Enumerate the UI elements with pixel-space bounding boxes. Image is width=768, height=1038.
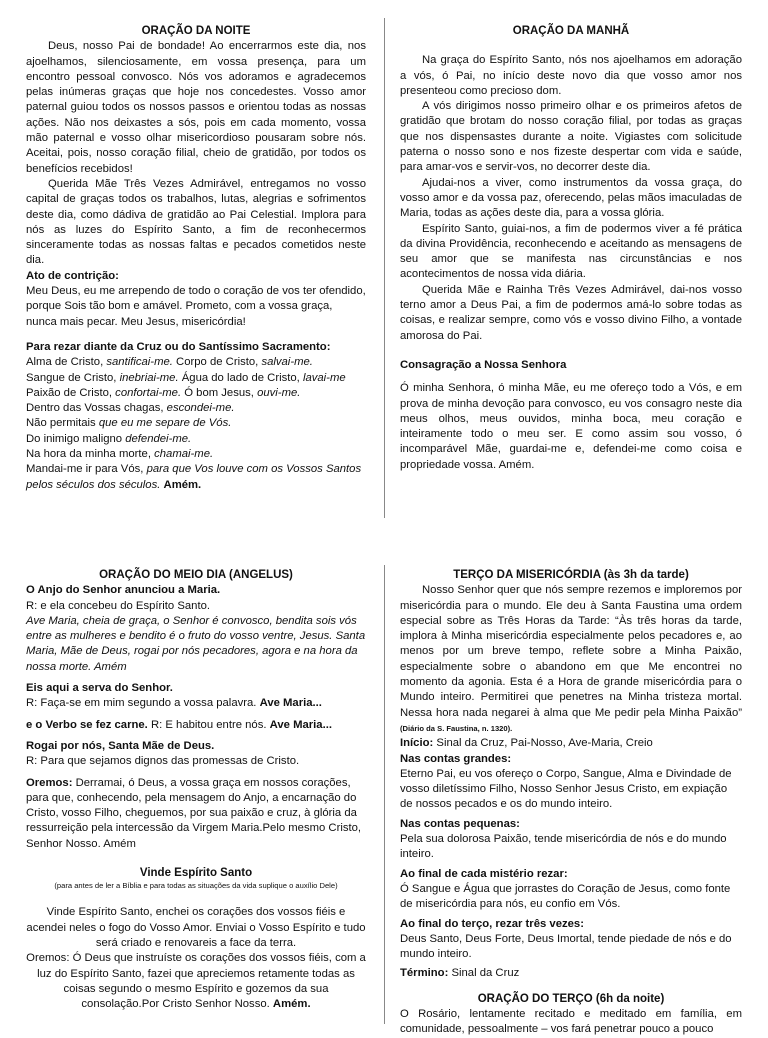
- prayer-line: Não permitais que eu me separe de Vós.: [26, 417, 232, 430]
- section-title: ORAÇÃO DO TERÇO (6h da noite): [477, 992, 665, 1005]
- section-title: ORAÇÃO DA NOITE: [141, 25, 251, 37]
- subheading: Ao final de cada mistério rezar:: [400, 867, 568, 880]
- response: R: e ela concebeu do Espírito Santo.: [26, 599, 211, 612]
- paragraph: Deus Santo, Deus Forte, Deus Imortal, tende piedade de nós e do mundo inteiro.: [400, 932, 732, 961]
- response: R: Para que sejamos dignos das promessas de Cristo.: [26, 755, 300, 768]
- column-divider-top: [384, 18, 385, 518]
- section-angelus: [26, 568, 366, 1012]
- vinde-title: Vinde Espírito Santo: [139, 867, 253, 880]
- paragraph: Nosso Senhor quer que nós sempre rezemos e imploremos por misericórdia para o mundo. Ele deu à Santa Faustina uma ordem especial sobre as Três Horas da Tarde: “Às três horas da tarde, implora à Minha misericórdia especialmente pelos pecadores e, ao menos por um breve tempo, reflete sobre a Minha Paixão, especialmente sobre o abandono em que Me encontrei no momento da agonia. Esta é a Hora de grande misericórdia para o Mundo inteiro. Permitirei que penetres na Minha tristeza mortal. Nessa hora nada negarei à alma que Me pedir pela Minha Paixão” (Diário da S. Faustina, n. 1320).: [400, 584, 742, 733]
- paragraph: Pela sua dolorosa Paixão, tende misericórdia de nós e do mundo inteiro.: [400, 833, 727, 861]
- versicle-response: e o Verbo se fez carne. R: E habitou entre nós. Ave Maria...: [26, 718, 333, 731]
- paragraph: Ó Sangue e Água que jorrastes do Coração de Jesus, como fonte de misericórdia para nós, eu confio em Vós.: [400, 882, 731, 911]
- section-oracao-manha: [400, 24, 742, 473]
- subheading: Para rezar diante da Cruz ou do Santíssimo Sacramento:: [26, 340, 331, 353]
- paragraph: Querida Mãe Três Vezes Admirável, entregamos no vosso capital de graças todos os trabalhos, lutas, alegrias e sofrimentos deste dia, como dádiva de gratidão ao Pai Celestial. Implora para nós as luzes do Espírito Santo, a fim de reconhecermos sinceramente todas as nossas faltas e pecados cometidos neste dia.: [26, 177, 366, 267]
- paragraph: O Rosário, lentamente recitado e meditado em família, em comunidade, pessoalmente – vos fará penetrar pouco a pouco: [400, 1008, 742, 1036]
- section-title: TERÇO DA MISERICÓRDIA (às 3h da tarde): [453, 569, 689, 581]
- paragraph: Eterno Pai, eu vos ofereço o Corpo, Sangue, Alma e Divindade de vosso diletíssimo Filho, Nosso Senhor Jesus Cristo, em expiação de nossos pecados e os do mundo inteiro.: [400, 767, 732, 811]
- prayer-line: Mandai-me ir para Vós, para que Vos louve com os Vossos Santos pelos séculos dos séculos. Amém.: [26, 463, 362, 491]
- versicle: Rogai por nós, Santa Mãe de Deus.: [26, 739, 215, 752]
- subheading: Nas contas grandes:: [400, 752, 512, 765]
- prayer-line: Dentro das Vossas chagas, escondei-me.: [26, 402, 235, 415]
- vinde-subtitle: (para antes de ler a Bíblia e para todas as situações da vida suplique o auxílio Dele): [54, 881, 338, 891]
- oremos-paragraph: Oremos: Derramai, ó Deus, a vossa graça em nossos corações, para que, conhecendo, pela mensagem do Anjo, a encarnação do Cristo, vosso Filho, cheguemos, por sua paixão e cruz, à glória da ressurreição pela intercessão da Virgem Maria.Pelo mesmo Cristo, Senhor Nosso. Amém: [26, 776, 362, 850]
- ave-maria-text: Ave Maria, cheia de graça, o Senhor é convosco, bendita sois vós entre as mulheres e bendito é o fruto do vosso ventre, Jesus. Santa Maria, Mãe de Deus, rogai por nós pecadores, agora e na hora da nossa morte. Amém: [26, 614, 366, 673]
- section-title: ORAÇÃO DA MANHÃ: [512, 25, 630, 37]
- paragraph: Meu Deus, eu me arrependo de todo o coração de vos ter ofendido, porque Sois tão bom e amável. Prometo, com a vossa graça, nunca mais pecar. Meu Jesus, misericórdia!: [26, 285, 366, 328]
- prayer-line: Sangue de Cristo, inebriai-me. Água do lado de Cristo, lavai-me: [26, 371, 346, 384]
- paragraph: Espírito Santo, guiai-nos, a fim de podermos viver a fé prática da divina Providência, reconhecendo e aceitando as mensagens de seu amor que se manifesta nas circunstâncias e nos acontecimentos de nossa vida diária.: [400, 222, 742, 281]
- inicio-line: Início: Sinal da Cruz, Pai-Nosso, Ave-Maria, Creio: [400, 737, 653, 750]
- section-title: ORAÇÃO DO MEIO DIA (ANGELUS): [99, 569, 293, 581]
- termino-line: Término: Sinal da Cruz: [400, 967, 520, 980]
- vinde-oremos: Oremos: Ó Deus que instruíste os corações dos vossos fiéis, com a luz do Espírito Santo, fazei que apreciemos retamente todas as coisas segundo o mesmo Espírito e gozemos da sua consolação.Por Cristo Senhor Nosso. Amém.: [26, 952, 366, 1011]
- subheading: Ao final do terço, rezar três vezes:: [400, 917, 584, 930]
- section-terco-misericordia: [400, 568, 742, 1038]
- versicle: Eis aqui a serva do Senhor.: [26, 682, 173, 695]
- paragraph: A vós dirigimos nosso primeiro olhar e os primeiros afetos de gratidão que brotam do nosso coração filial, por todas as graças que nos dispensastes durante a noite. Vigiastes com solicitude paterna o nosso sono e nos fizeste despertar com vida e saúde, para amar-vos e servir-vos, no decorrer deste dia.: [400, 100, 742, 174]
- subheading: Nas contas pequenas:: [400, 817, 520, 830]
- prayer-line: Na hora da minha morte, chamai-me.: [26, 448, 214, 461]
- paragraph: Ó minha Senhora, ó minha Mãe, eu me ofereço todo a Vós, e em prova de minha devoção para convosco, eu vos consagro neste dia meus olhos, meus ouvidos, minha boca, meu coração e inteiramente todo o meu ser. E como assim sou vosso, ó incomparável Mãe, guardai-me e, defendei-me como coisa e propriedade vossa. Amém.: [400, 382, 742, 471]
- subheading: Consagração a Nossa Senhora: [400, 358, 567, 371]
- vinde-text: Vinde Espírito Santo, enchei os corações dos vossos fiéis e acendei neles o fogo do Vosso Amor. Enviai o Vosso Espírito e tudo será criado e renovareis a face da terra.: [26, 906, 366, 949]
- paragraph: Deus, nosso Pai de bondade! Ao encerrarmos este dia, nos ajoelhamos, silenciosamente, em vossa presença, para um encontro pessoal convosco. Nós vos adoramos e agradecemos pelas inúmeras graças que hoje nos concedestes. Vosso amor paternal guiou todos os nossos passos e orientou todas as nossas ações. Não nos deixastes a sós, pois em cada momento, vossa mão paternal e vosso olhar misericordioso pousaram sobre nós. Aceitai, pois, nosso coração filial, cheio de gratidão, por todos os benefícios recebidos!: [26, 40, 366, 175]
- response: R: Faça-se em mim segundo a vossa palavra. Ave Maria...: [26, 697, 322, 710]
- paragraph: Na graça do Espírito Santo, nós nos ajoelhamos em adoração a vós, ó Pai, no início deste novo dia que vosso amor nos presenteou como precioso dom.: [400, 54, 742, 97]
- column-divider-bottom: [384, 565, 385, 1024]
- subheading: Ato de contrição:: [26, 269, 119, 282]
- paragraph: Ajudai-nos a viver, como instrumentos da vossa graça, do vosso amor e da vossa paz, oferecendo, pelas mãos imaculadas de Maria, todas as ações deste dia, para a vossa glória.: [400, 176, 742, 220]
- prayer-line: Alma de Cristo, santificai-me. Corpo de Cristo, salvai-me.: [26, 356, 313, 369]
- prayer-line: Paixão de Cristo, confortai-me. Ó bom Jesus, ouvi-me.: [26, 386, 301, 399]
- paragraph: Querida Mãe e Rainha Três Vezes Admirável, dai-nos vosso terno amor a Deus Pai, a fim de podermos amá-lo sobre todas as coisas, e realizar sempre, como vós e vosso divino Filho, a vontade amorosa do Pai.: [400, 283, 742, 342]
- prayer-line: Do inimigo maligno defendei-me.: [26, 432, 192, 445]
- versicle: O Anjo do Senhor anunciou a Maria.: [26, 584, 221, 597]
- section-oracao-noite: [26, 24, 366, 493]
